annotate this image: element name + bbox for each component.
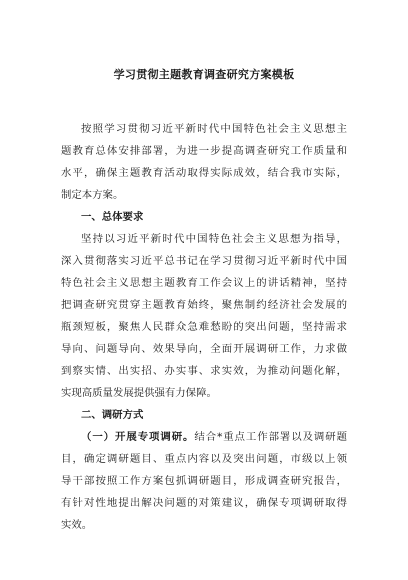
paragraph-line: 特色社会主义思想主题教育工作会议上的讲话精神，坚持 [61, 277, 347, 289]
paragraph-line: 把调查研究贯穿主题教育始终，聚焦制约经济社会发展的 [61, 299, 347, 311]
paragraph-line: 有针对性地提出解决问题的对策建议，确保专项调研取得 [61, 497, 347, 509]
paragraph-line: 深入贯彻落实习近平总书记在学习贯彻习近平新时代中国 [61, 255, 347, 267]
section-heading: 一、总体要求 [81, 211, 144, 223]
paragraph-line: 目，确定调研题目、重点内容以及突出问题，市级以上领 [61, 453, 347, 465]
subsection-first-line [61, 426, 347, 448]
paragraph-line: 坚持以习近平新时代中国特色社会主义思想为指导， [81, 233, 347, 245]
intro-line: 水平，确保主题教育活动取得实际成效，结合我市实际， [61, 167, 347, 179]
section-heading: 二、调研方式 [81, 409, 144, 421]
paragraph-line: 瓶颈短板，聚焦人民群众急难愁盼的突出问题，坚持需求 [61, 321, 347, 333]
subsection-text: 结合*重点工作部署以及调研题 [194, 431, 347, 443]
paragraph-line: 实现高质量发展提供强有力保障。 [61, 387, 217, 399]
paragraph-line: 到察实情、出实招、办实事、求实效，为推动问题化解， [61, 365, 347, 377]
document-title: 学习贯彻主题教育调查研究方案模板 [113, 68, 295, 81]
intro-line: 按照学习贯彻习近平新时代中国特色社会主义思想主 [81, 123, 347, 135]
subsection-heading: （一）开展专项调研。 [81, 431, 195, 443]
intro-line: 制定本方案。 [61, 189, 124, 201]
paragraph-line: 导向、问题导向、效果导向，全面开展调研工作，力求做 [61, 343, 347, 355]
document-body [61, 118, 347, 536]
paragraph-line: 实效。 [61, 519, 93, 531]
paragraph-line: 导干部按照工作方案包抓调研题目，形成调查研究报告， [61, 475, 347, 487]
intro-line: 题教育总体安排部署，为进一步提高调查研究工作质量和 [61, 145, 347, 157]
